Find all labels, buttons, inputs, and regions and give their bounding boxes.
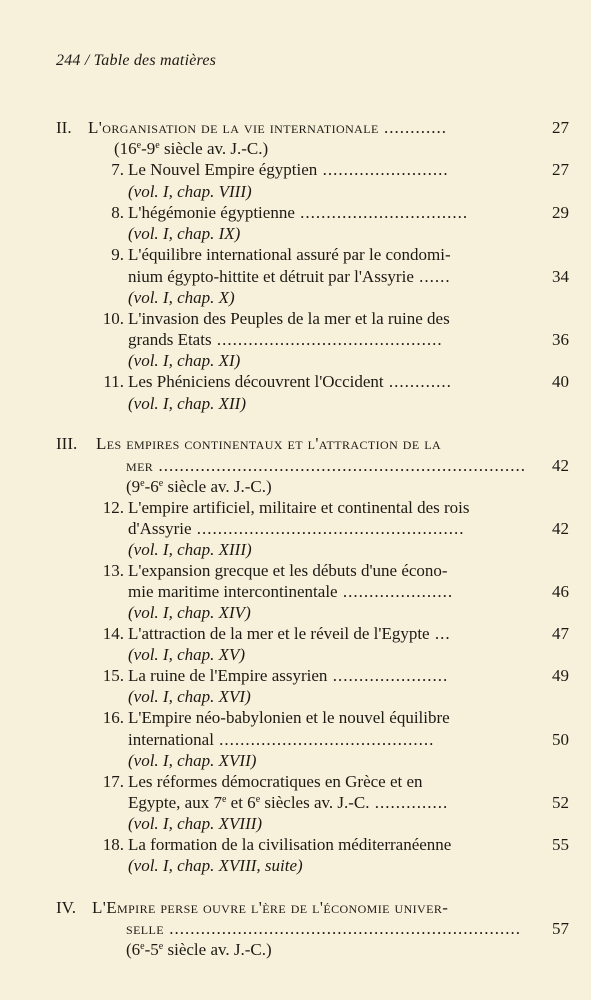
volume-reference: (vol. I, chap. XIII) bbox=[128, 540, 252, 559]
toc-entry: 15. La ruine de l'Empire assyrien ...................... 49 bbox=[102, 666, 569, 685]
page-number: 55 bbox=[552, 835, 569, 854]
section-heading: II. L'organisation de la vie internationale ............ 27 bbox=[56, 118, 569, 137]
section-period: (16e-9e siècle av. J.-C.) bbox=[114, 139, 269, 158]
toc-entry: 11. Les Phéniciens découvrent l'Occident ............ 40 bbox=[103, 372, 569, 391]
page-number: 34 bbox=[552, 267, 569, 286]
toc-entry: 8. L'hégémonie égyptienne ................................ 29 bbox=[111, 203, 569, 222]
page-number: 52 bbox=[552, 793, 569, 812]
section-heading-continuation: selle ................................................................... 57 bbox=[126, 919, 569, 938]
page-number: 42 bbox=[552, 456, 569, 475]
page-number: 29 bbox=[552, 203, 569, 222]
header-separator: / bbox=[84, 52, 94, 69]
section-period: (6e-5e siècle av. J.-C.) bbox=[126, 940, 272, 959]
toc-entry: 12. L'empire artificiel, militaire et continental des rois bbox=[102, 498, 470, 517]
volume-reference: (vol. I, chap. XIV) bbox=[128, 603, 251, 622]
toc-entry: 16. L'Empire néo-babylonien et le nouvel équilibre bbox=[102, 708, 450, 727]
volume-reference: (vol. I, chap. XII) bbox=[128, 394, 247, 413]
toc-entry-continuation: nium égypto-hittite et détruit par l'Assyrie ...... 34 bbox=[128, 267, 569, 286]
page-number: 50 bbox=[552, 730, 569, 749]
section-heading: IV. L'Empire perse ouvre l'ère de l'économie univer- bbox=[56, 898, 449, 917]
page-number: 46 bbox=[552, 582, 569, 601]
section-period: (9e-6e siècle av. J.-C.) bbox=[126, 477, 272, 496]
section-heading: III. Les empires continentaux et l'attraction de la bbox=[56, 434, 442, 453]
toc-entry: 17. Les réformes démocratiques en Grèce et en bbox=[102, 772, 423, 791]
page-number: 57 bbox=[552, 919, 569, 938]
toc-entry: 18. La formation de la civilisation méditerranéenne 55 bbox=[102, 835, 569, 854]
section-heading-continuation: mer ...................................................................... 42 bbox=[126, 456, 569, 475]
volume-reference: (vol. I, chap. XVIII, suite) bbox=[128, 856, 303, 875]
toc-entry-continuation: grands Etats ........................................... 36 bbox=[128, 330, 569, 349]
volume-reference: (vol. I, chap. XVI) bbox=[128, 687, 251, 706]
page-number: 42 bbox=[552, 519, 569, 538]
toc-entry: 7. Le Nouvel Empire égyptien ........................ 27 bbox=[111, 160, 569, 179]
volume-reference: (vol. I, chap. XV) bbox=[128, 645, 246, 664]
toc-entry: 13. L'expansion grecque et les débuts d'une écono- bbox=[102, 561, 448, 580]
volume-reference: (vol. I, chap. XVIII) bbox=[128, 814, 263, 833]
toc-entry-continuation: d'Assyrie ................................................... 42 bbox=[128, 519, 569, 538]
toc-entry: 9. L'équilibre international assuré par le condomi- bbox=[111, 245, 451, 264]
page-number: 47 bbox=[552, 624, 569, 643]
running-header bbox=[56, 52, 216, 70]
page-number: 49 bbox=[552, 666, 569, 685]
toc-entry: 14. L'attraction de la mer et le réveil de l'Egypte ... 47 bbox=[102, 624, 569, 643]
page-number: 40 bbox=[552, 372, 569, 391]
volume-reference: (vol. I, chap. X) bbox=[128, 288, 235, 307]
header-title: Table des matières bbox=[93, 52, 217, 69]
volume-reference: (vol. I, chap. IX) bbox=[128, 224, 241, 243]
page-number: 27 bbox=[552, 160, 569, 179]
header-page-number: 244 bbox=[56, 52, 81, 69]
toc-entry: 10. L'invasion des Peuples de la mer et la ruine des bbox=[102, 309, 450, 328]
toc-entry-continuation: international ......................................... 50 bbox=[128, 730, 569, 749]
page-number: 36 bbox=[552, 330, 569, 349]
volume-reference: (vol. I, chap. VIII) bbox=[128, 182, 252, 201]
toc-entry-continuation: Egypte, aux 7e et 6e siècles av. J.-C. .............. 52 bbox=[128, 793, 569, 812]
toc-entry-continuation: mie maritime intercontinentale ..................... 46 bbox=[128, 582, 569, 601]
page-number: 27 bbox=[552, 118, 569, 137]
volume-reference: (vol. I, chap. XVII) bbox=[128, 751, 257, 770]
volume-reference: (vol. I, chap. XI) bbox=[128, 351, 241, 370]
